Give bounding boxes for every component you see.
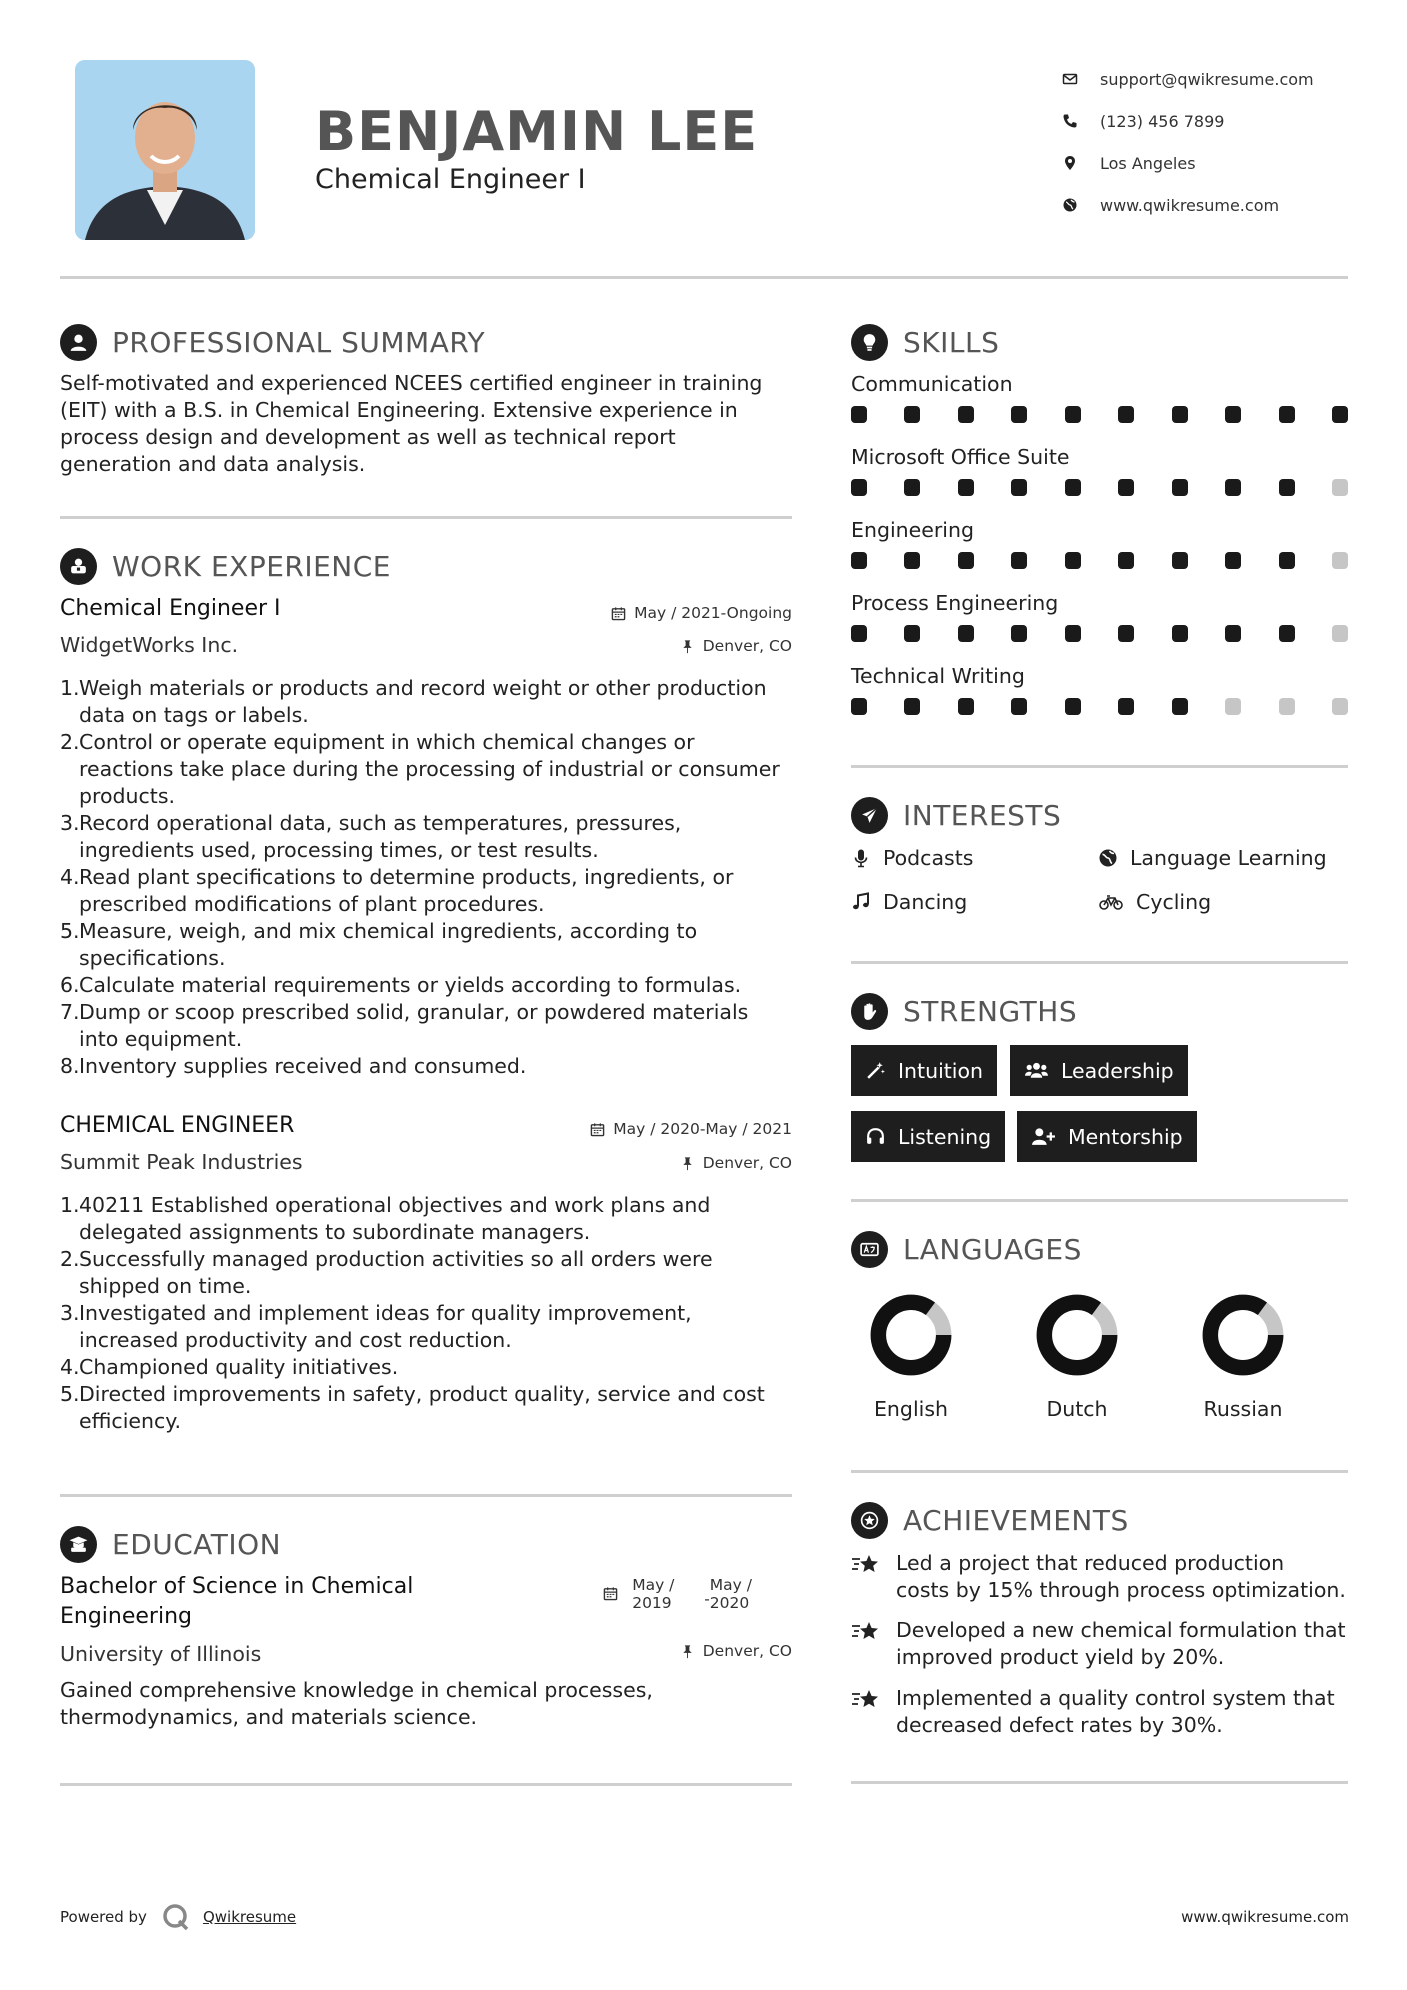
skill-dot-filled: [1065, 625, 1081, 642]
achievement-item: Implemented a quality control system that decreased defect rates by 30%.: [851, 1685, 1348, 1739]
skill-dot-filled: [958, 552, 974, 569]
footer-powered-by: [60, 1902, 296, 1932]
summary-title: PROFESSIONAL SUMMARY: [112, 326, 486, 359]
strength-chip: [1010, 1045, 1188, 1096]
skill-dot-empty: [1279, 698, 1295, 715]
skill-name: Communication: [851, 372, 1013, 396]
job-duties-list: [60, 675, 792, 1080]
contact-location: [1062, 142, 1362, 184]
duty-item: 3. Investigated and implement ideas for quality improvement, increased productivity and cost reduction.: [60, 1301, 692, 1352]
strength-chip: [1017, 1111, 1197, 1162]
lightbulb-icon: [859, 332, 880, 353]
profile-photo: [75, 60, 255, 240]
language-item: [856, 1292, 966, 1421]
job-location-text: Denver, CO: [702, 637, 792, 655]
skill-dot-filled: [1065, 552, 1081, 569]
skill-dot-filled: [851, 406, 867, 423]
skill-rating: [851, 698, 1348, 718]
headphones-icon: [865, 1126, 886, 1147]
strength-label: Listening: [898, 1124, 992, 1149]
interest-item: [1098, 890, 1211, 914]
skill-dot-filled: [1172, 698, 1188, 715]
microphone-icon: [851, 848, 871, 868]
skill-dot-filled: [851, 625, 867, 642]
profile-photo-image: [75, 60, 255, 240]
skill-dot-filled: [1172, 406, 1188, 423]
job-title: Chemical Engineer I: [60, 596, 281, 621]
summary-heading: [60, 324, 485, 361]
education-title: EDUCATION: [112, 1528, 282, 1561]
skill-dot-filled: [1279, 406, 1295, 423]
users-icon: [1024, 1060, 1049, 1081]
contact-phone[interactable]: [1062, 100, 1362, 142]
duty-item: 5. Directed improvements in safety, product quality, service and cost efficiency.: [60, 1382, 765, 1433]
skill-dot-empty: [1332, 698, 1348, 715]
work-title: WORK EXPERIENCE: [112, 550, 391, 583]
strength-label: Intuition: [898, 1058, 984, 1083]
job-dates-text: May / 2021-Ongoing: [634, 604, 792, 622]
job-dates: [590, 1120, 792, 1138]
skill-dot-filled: [958, 406, 974, 423]
work-divider: [60, 1494, 792, 1497]
interests-heading: [851, 797, 1061, 834]
duty-item: 1. 40211 Established operational objectives and work plans and delegated assignments to subordinate managers.: [60, 1193, 711, 1244]
candidate-name: BENJAMIN LEE: [315, 100, 759, 163]
contact-list: [1062, 58, 1362, 226]
languages-heading: [851, 1231, 1082, 1268]
skill-rating: [851, 552, 1348, 572]
skill-dot-filled: [1279, 552, 1295, 569]
education-entry: [60, 1572, 792, 1692]
skill-name: Technical Writing: [851, 664, 1025, 688]
education-location: [680, 1642, 792, 1660]
duty-item: 8. Inventory supplies received and consumed.: [60, 1054, 527, 1078]
skill-dot-filled: [1011, 552, 1027, 569]
achievements-title: ACHIEVEMENTS: [903, 1504, 1129, 1537]
skill-dot-filled: [1065, 698, 1081, 715]
achievements-heading: [851, 1502, 1129, 1539]
interest-item: [1098, 846, 1327, 870]
duty-item: 3. Record operational data, such as temperatures, pressures, ingredients used, processing times, or test results.: [60, 811, 682, 862]
globe-icon: [1062, 197, 1078, 213]
job-location-text: Denver, CO: [702, 1154, 792, 1172]
strengths-title: STRENGTHS: [903, 995, 1078, 1028]
strengths-heading: [851, 993, 1077, 1030]
skill-dot-filled: [1118, 698, 1134, 715]
skills-divider: [851, 765, 1348, 768]
duty-item: 1. Weigh materials or products and record weight or other production data on tags or labels.: [60, 676, 767, 727]
skill-dot-filled: [1225, 625, 1241, 642]
job-entry: [60, 596, 792, 666]
skill-rating: [851, 406, 1348, 426]
education-heading: [60, 1526, 281, 1563]
job-dates: [611, 604, 792, 622]
language-item: [1188, 1292, 1298, 1421]
shooting-star-icon: [851, 1686, 883, 1714]
globe-icon: [1098, 848, 1118, 868]
briefcase-icon: [68, 556, 89, 577]
education-dates: [603, 1576, 752, 1612]
language-proficiency-ring: [1034, 1292, 1120, 1378]
skills-title: SKILLS: [903, 326, 1000, 359]
music-icon: [851, 892, 871, 912]
education-start: May / 2019: [632, 1576, 675, 1612]
skill-dot-filled: [1118, 552, 1134, 569]
user-icon: [68, 332, 89, 353]
user-plus-icon: [1031, 1126, 1056, 1147]
contact-email-text: support@qwikresume.com: [1100, 69, 1314, 89]
strength-label: Leadership: [1061, 1058, 1174, 1083]
skill-dot-filled: [1225, 479, 1241, 496]
skill-dot-filled: [1011, 406, 1027, 423]
skill-dot-filled: [1065, 479, 1081, 496]
language-name: Dutch: [1046, 1397, 1108, 1421]
skill-dot-filled: [958, 479, 974, 496]
job-dates-text: May / 2020-May / 2021: [613, 1120, 792, 1138]
duty-item: 4. Championed quality initiatives.: [60, 1355, 399, 1379]
strength-label: Mentorship: [1068, 1124, 1183, 1149]
graduation-cap-icon: [68, 1534, 89, 1555]
skill-item: [851, 591, 1348, 645]
skill-dot-filled: [1332, 406, 1348, 423]
skill-rating: [851, 479, 1348, 499]
duty-item: 2. Control or operate equipment in which chemical changes or reactions take place during the processing of industrial or consumer products.: [60, 730, 780, 808]
skill-dot-empty: [1225, 698, 1241, 715]
languages-divider: [851, 1470, 1348, 1473]
school-name: University of Illinois: [60, 1642, 262, 1666]
qwikresume-logo-icon: [161, 1902, 191, 1932]
magic-wand-icon: [865, 1060, 886, 1081]
contact-website[interactable]: [1062, 184, 1362, 226]
achievements-divider: [851, 1781, 1348, 1784]
duty-item: 5. Measure, weigh, and mix chemical ingredients, according to specifications.: [60, 919, 698, 970]
duty-item: 4. Read plant specifications to determine products, ingredients, or prescribed modifications of plant procedures.: [60, 865, 734, 916]
calendar-icon: [603, 1586, 618, 1601]
skill-dot-filled: [904, 406, 920, 423]
skill-dot-filled: [1118, 406, 1134, 423]
job-entry: [60, 1113, 792, 1183]
language-proficiency-ring: [868, 1292, 954, 1378]
interest-item: [851, 890, 967, 914]
calendar-icon: [611, 606, 626, 621]
skill-dot-filled: [958, 625, 974, 642]
skill-name: Process Engineering: [851, 591, 1059, 615]
star-badge-icon: [859, 1510, 880, 1531]
degree-line: Engineering: [60, 1604, 192, 1629]
skill-rating: [851, 625, 1348, 645]
skill-item: [851, 664, 1348, 718]
skill-dot-filled: [1279, 625, 1295, 642]
duty-item: 6. Calculate material requirements or yields according to formulas.: [60, 973, 742, 997]
strengths-divider: [851, 1199, 1348, 1202]
interest-label: Language Learning: [1130, 846, 1327, 870]
skill-dot-filled: [1225, 552, 1241, 569]
achievement-item: Developed a new chemical formulation that improved product yield by 20%.: [851, 1617, 1348, 1671]
skill-dot-filled: [1172, 552, 1188, 569]
skill-dot-empty: [1332, 625, 1348, 642]
company-name: WidgetWorks Inc.: [60, 633, 239, 657]
summary-line: generation and data analysis.: [60, 452, 366, 476]
skills-heading: [851, 324, 999, 361]
job-title: CHEMICAL ENGINEER: [60, 1113, 295, 1138]
interest-label: Dancing: [883, 890, 968, 914]
duty-item: 2. Successfully managed production activities so all orders were shipped on time.: [60, 1247, 713, 1298]
interests-divider: [851, 961, 1348, 964]
achievement-item: Led a project that reduced production costs by 15% through process optimization.: [851, 1550, 1348, 1604]
paper-plane-icon: [859, 805, 880, 826]
skill-dot-filled: [1225, 406, 1241, 423]
contact-website-text: www.qwikresume.com: [1100, 195, 1280, 215]
summary-line: Self-motivated and experienced NCEES certified engineer in training: [60, 371, 763, 395]
skill-dot-filled: [1011, 625, 1027, 642]
contact-location-text: Los Angeles: [1100, 153, 1196, 173]
language-item: [1022, 1292, 1132, 1421]
summary-line: process design and development as well as technical report: [60, 425, 676, 449]
envelope-icon: [1062, 71, 1078, 87]
shooting-star-icon: [851, 1551, 883, 1579]
education-divider: [60, 1783, 792, 1786]
work-heading: [60, 548, 391, 585]
language-name: English: [873, 1397, 949, 1421]
language-proficiency-ring: [1200, 1292, 1286, 1378]
skill-dot-filled: [904, 479, 920, 496]
summary-line: (EIT) with a B.S. in Chemical Engineering. Extensive experience in: [60, 398, 738, 422]
contact-email[interactable]: [1062, 58, 1362, 100]
skill-dot-filled: [1011, 698, 1027, 715]
skill-dot-empty: [1332, 552, 1348, 569]
skill-item: [851, 518, 1348, 572]
languages-title: LANGUAGES: [903, 1233, 1082, 1266]
contact-phone-text: (123) 456 7899: [1100, 111, 1225, 131]
skill-dot-filled: [1118, 625, 1134, 642]
job-location: [680, 1154, 792, 1172]
skill-name: Microsoft Office Suite: [851, 445, 1070, 469]
interest-label: Cycling: [1136, 890, 1212, 914]
job-location: [680, 637, 792, 655]
interest-label: Podcasts: [883, 846, 974, 870]
degree-line: Bachelor of Science in Chemical: [60, 1574, 414, 1599]
skill-dot-filled: [851, 698, 867, 715]
skill-dot-filled: [851, 552, 867, 569]
powered-by-label: Powered by: [60, 1908, 147, 1926]
company-name: Summit Peak Industries: [60, 1150, 303, 1174]
candidate-role: Chemical Engineer I: [315, 164, 586, 195]
education-location-text: Denver, CO: [702, 1642, 792, 1660]
skill-dot-filled: [1065, 406, 1081, 423]
education-description: Gained comprehensive knowledge in chemical processes, thermodynamics, and materials science.: [60, 1678, 653, 1729]
skill-dot-filled: [1172, 479, 1188, 496]
phone-icon: [1062, 113, 1078, 129]
job-duties-list: [60, 1192, 792, 1435]
calendar-icon: [590, 1122, 605, 1137]
skill-dot-filled: [851, 479, 867, 496]
skill-item: [851, 372, 1348, 426]
footer-url[interactable]: www.qwikresume.com: [1181, 1908, 1349, 1926]
skill-dot-filled: [904, 552, 920, 569]
skill-name: Engineering: [851, 518, 974, 542]
shooting-star-icon: [851, 1618, 883, 1646]
language-name: Russian: [1203, 1397, 1283, 1421]
skill-dot-filled: [1279, 479, 1295, 496]
header-divider: [60, 276, 1348, 279]
pushpin-icon: [680, 1156, 695, 1171]
language-icon: [859, 1239, 880, 1260]
pushpin-icon: [680, 639, 695, 654]
skill-dot-filled: [1118, 479, 1134, 496]
skill-dot-empty: [1332, 479, 1348, 496]
strength-chip: [851, 1111, 1005, 1162]
qwikresume-link[interactable]: Qwikresume: [202, 1908, 297, 1926]
skill-dot-filled: [904, 625, 920, 642]
duty-item: 7. Dump or scoop prescribed solid, granular, or powdered materials into equipment.: [60, 1000, 749, 1051]
pushpin-icon: [680, 1644, 695, 1659]
skill-item: [851, 445, 1348, 499]
interest-item: [851, 846, 973, 870]
skill-dot-filled: [1011, 479, 1027, 496]
hand-icon: [859, 1001, 880, 1022]
bicycle-icon: [1098, 892, 1124, 912]
education-end: - May / 2020: [704, 1576, 752, 1612]
skill-dot-filled: [904, 698, 920, 715]
map-marker-icon: [1062, 155, 1078, 171]
skill-dot-filled: [958, 698, 974, 715]
summary-divider: [60, 516, 792, 519]
interests-title: INTERESTS: [903, 799, 1062, 832]
skill-dot-filled: [1172, 625, 1188, 642]
summary-text: [60, 370, 792, 478]
strength-chip: [851, 1045, 997, 1096]
